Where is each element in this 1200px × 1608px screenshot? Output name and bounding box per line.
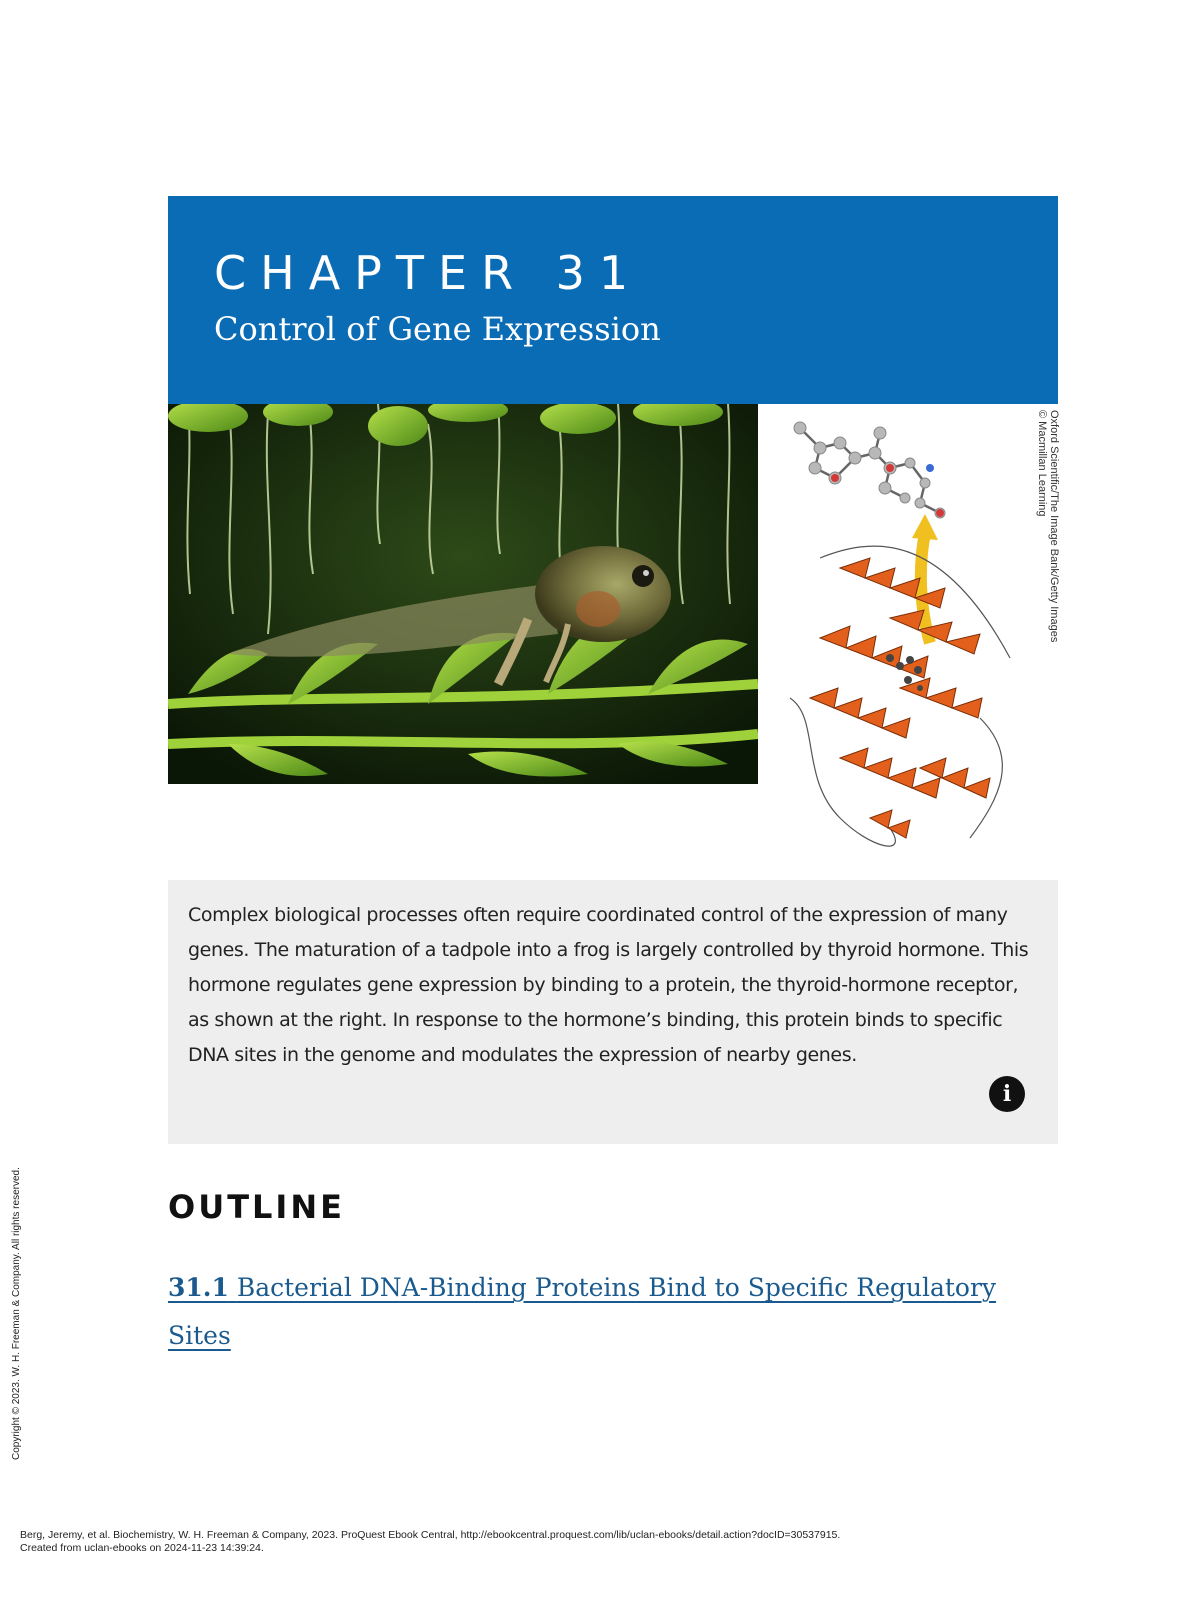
side-copyright: [10, 1100, 26, 1460]
chapter-label: CHAPTER 31: [214, 246, 643, 300]
footer: [20, 1529, 1180, 1555]
protein-structure-svg: [780, 418, 1040, 868]
outline-link-31-1[interactable]: [168, 1264, 1008, 1360]
tadpole-illustration: [168, 404, 758, 784]
thyroid-receptor-illustration: [780, 418, 1040, 868]
side-copyright-text: Copyright © 2023. W. H. Freeman & Company. All rights reserved.: [11, 1167, 22, 1460]
photo-credit-line-1: Oxford Scientific/The Image Bank/Getty Images: [1048, 410, 1060, 643]
chapter-banner: [168, 196, 1058, 404]
tadpole-photo: [168, 404, 758, 784]
footer-citation: Berg, Jeremy, et al. Biochemistry, W. H. Freeman & Company, 2023. ProQuest Ebook Central, http://ebookcentral.proquest.com/lib/uclan-ebooks/detail.action?docID=30537915.: [20, 1529, 841, 1541]
outline-heading: OUTLINE: [168, 1188, 345, 1226]
caption-text: Complex biological processes often require coordinated control of the expression of many genes. The maturation of a tadpole into a frog is largely controlled by thyroid hormone. This hormone regulates gene expression by binding to a protein, the thyroid-hormone receptor, as shown at the right. In response to the hormone’s binding, this protein binds to specific DNA sites in the genome and modulates the expression of nearby genes.: [188, 904, 1029, 1066]
footer-created: Created from uclan-ebooks on 2024-11-23 14:39:24.: [20, 1542, 264, 1554]
outline-item-number: 31.1: [168, 1273, 229, 1302]
info-icon[interactable]: i: [989, 1076, 1025, 1112]
caption-box: [168, 880, 1058, 1144]
photo-credit-line-2: © Macmillan Learning: [1036, 410, 1048, 517]
chapter-title: Control of Gene Expression: [214, 310, 661, 348]
photo-credit: [1036, 410, 1062, 643]
outline-item-title: Bacterial DNA-Binding Proteins Bind to Specific Regulatory Sites: [168, 1273, 997, 1350]
